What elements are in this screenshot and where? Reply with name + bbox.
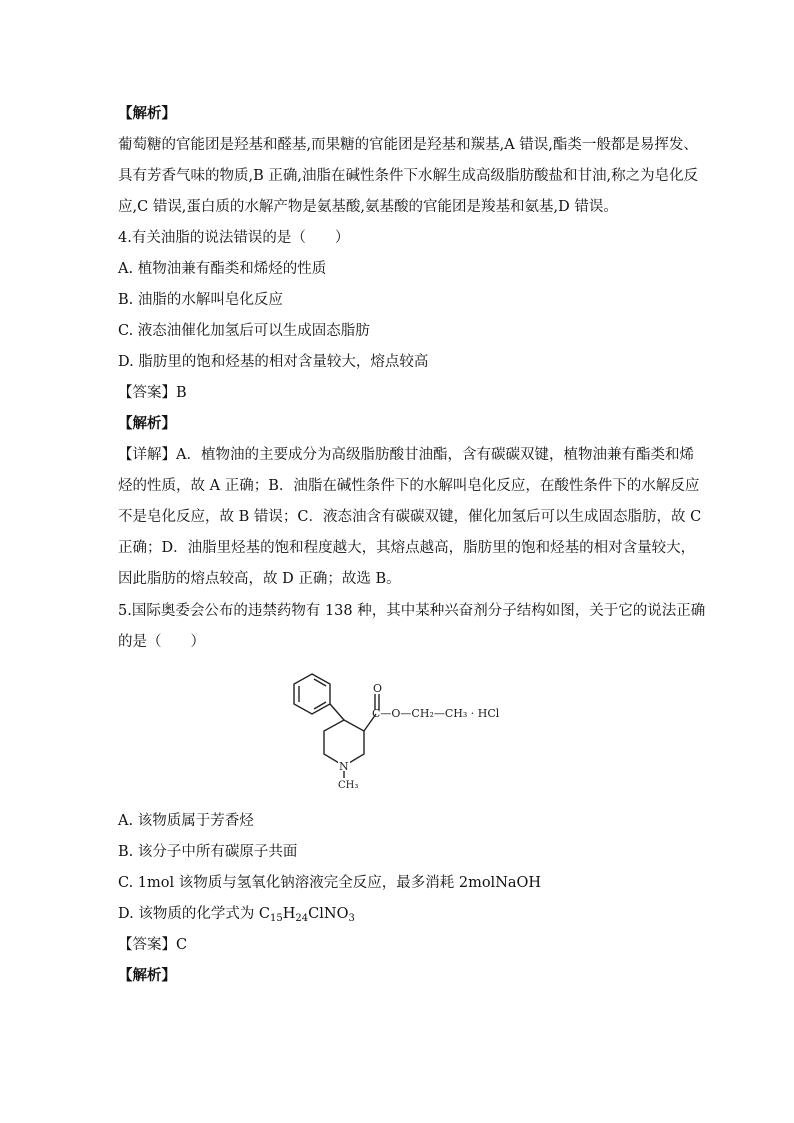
analysis-text-line: 应,C 错误,蛋白质的水解产物是氨基酸,氨基酸的官能团是羧基和氨基,D 错误。	[118, 199, 618, 215]
formula-o-subscript: 3	[348, 913, 355, 924]
ring-link-bond	[330, 704, 344, 720]
ester-chain-label: C—O—CH₂—CH₃ · HCl	[372, 707, 500, 720]
question-4-option-c: C. 液态油催化加氢后可以生成固态脂肪	[118, 323, 370, 339]
formula-prefix: D. 该物质的化学式为 C	[118, 906, 271, 922]
question-4-option-d: D. 脂肪里的饱和烃基的相对含量较大，熔点较高	[118, 354, 429, 370]
question-5-analysis-heading: 【解析】	[118, 967, 176, 984]
question-4-option-b: B. 油脂的水解叫皂化反应	[118, 292, 283, 308]
question-4-detail-line: 【详解】A．植物油的主要成分为高级脂肪酸甘油酯，含有碳碳双键，植物油兼有酯类和烯	[118, 447, 694, 463]
nitrogen-label: N	[339, 760, 349, 773]
analysis-heading-1: 【解析】	[118, 105, 176, 122]
question-4-detail-line: 烃的性质，故 A 正确；B．油脂在碱性条件下的水解叫皂化反应，在酸性条件下的水解反应	[118, 478, 700, 494]
formula-c-subscript: 15	[270, 913, 283, 924]
formula-h: H	[282, 906, 296, 922]
carbonyl-oxygen-label: O	[373, 682, 383, 695]
question-5-option-a: A. 该物质属于芳香烃	[118, 813, 254, 829]
methyl-label: CH₃	[338, 780, 359, 791]
question-5-option-c: C. 1mol 该物质与氢氧化钠溶液完全反应，最多消耗 2molNaOH	[118, 875, 542, 891]
question-4-stem: 4.有关油脂的说法错误的是（ ）	[118, 230, 350, 246]
question-4-analysis-heading: 【解析】	[118, 415, 176, 432]
question-4-detail-line: 不是皂化反应，故 B 错误；C．液态油含有碳碳双键，催化加氢后可以生成固态脂肪，故 C	[118, 509, 702, 525]
question-4-answer: 【答案】B	[118, 385, 187, 401]
analysis-text-line: 葡萄糖的官能团是羟基和醛基,而果糖的官能团是羟基和羰基,A 错误,酯类一般都是易挥发、	[118, 137, 698, 153]
question-4-detail-line: 因此脂肪的熔点较高，故 D 正确；故选 B。	[118, 571, 401, 587]
question-5-answer: 【答案】C	[118, 937, 188, 953]
question-4-detail-line: 正确；D．油脂里烃基的饱和程度越大，其熔点越高，脂肪里的饱和烃基的相对含量较大，	[118, 540, 696, 556]
question-5-option-b: B. 该分子中所有碳原子共面	[118, 844, 298, 860]
question-4-option-a: A. 植物油兼有酯类和烯烃的性质	[118, 261, 327, 277]
question-5-stem-line: 的是（ ）	[118, 634, 205, 650]
analysis-text-line: 具有芳香气味的物质,B 正确,油脂在碱性条件下水解生成高级脂肪酸盐和甘油,称之为皂化反	[118, 168, 699, 184]
question-5-stem-line: 5.国际奥委会公布的违禁药物有 138 种，其中某种兴奋剂分子结构如图，关于它的说法正确	[118, 603, 706, 619]
formula-rest: ClNO	[308, 906, 349, 922]
molecule-structure-diagram	[288, 664, 528, 794]
formula-h-subscript: 24	[295, 913, 309, 924]
question-5-option-d	[118, 904, 355, 929]
